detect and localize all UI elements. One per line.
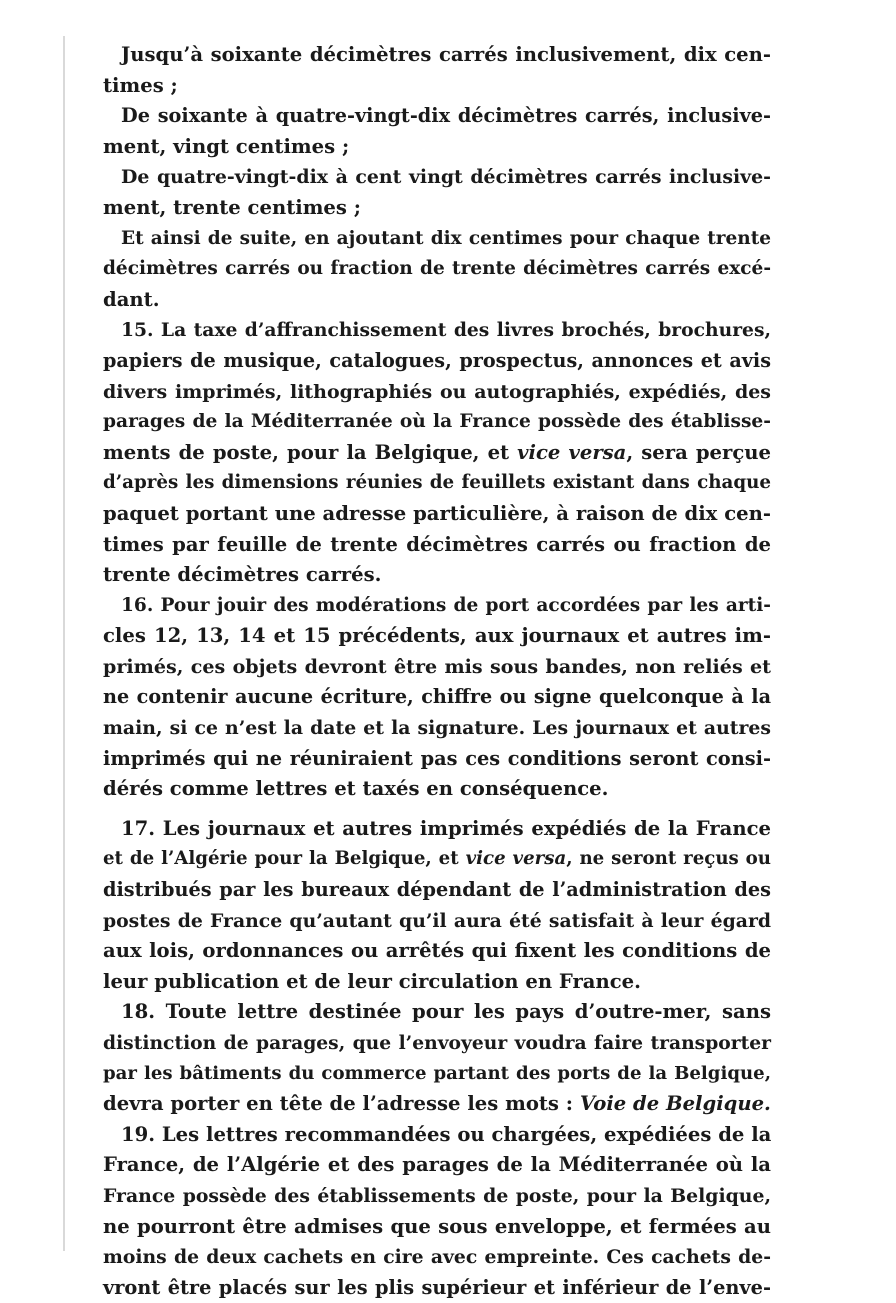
paragraph-rate-120 (103, 162, 771, 223)
text-line: main, si ce n’est la date et la signature. Les journaux et autres (103, 717, 771, 740)
text-line: primés, ces objets devront être mis sous bandes, non reliés et (103, 655, 771, 678)
text-line: ments de poste, pour la Belgique, et vice versa, sera perçue (103, 440, 771, 464)
text-line: leur publication et de leur circulation en France. (103, 969, 641, 993)
text-line: d’après les dimensions réunies de feuillets existant dans chaque (103, 472, 771, 494)
text-line: parages de la Méditerranée où la France possède des établisse- (103, 411, 771, 433)
text-line: times ; (103, 73, 178, 97)
text-line: imprimés qui ne réuniraient pas ces conditions seront consi- (103, 746, 771, 770)
text-line: devra porter en tête de l’adresse les mots : Voie de Belgique. (103, 1092, 771, 1116)
text-line: France, de l’Algérie et des parages de la Méditerranée où la (103, 1153, 771, 1177)
paragraph-rate-90 (103, 101, 771, 162)
text-line: ne contenir aucune écriture, chiffre ou signe quelconque à la (103, 685, 771, 709)
text-line: moins de deux cachets en cire avec empreinte. Ces cachets de- (103, 1246, 771, 1269)
text-line: ment, vingt centimes ; (103, 134, 350, 158)
text-line: times par feuille de trente décimètres carrés ou fraction de (103, 532, 771, 556)
italic-phrase: Voie de Belgique. (579, 1092, 771, 1116)
text-line: distinction de parages, que l’envoyeur voudra faire transporter (103, 1032, 771, 1054)
text-line: De quatre-vingt-dix à cent vingt décimètres carrés inclusive- (121, 166, 771, 189)
text-line: et de l’Algérie pour la Belgique, et vice versa, ne seront reçus ou (103, 848, 771, 870)
article-17 (103, 814, 771, 998)
text-line: De soixante à quatre-vingt-dix décimètres carrés, inclusive- (121, 104, 771, 128)
text-line: postes de France qu’autant qu’il aura été satisfait à leur égard (103, 909, 771, 932)
text-line: divers imprimés, lithographiés ou autographiés, expédiés, des (103, 380, 771, 403)
text-line: ment, trente centimes ; (103, 195, 361, 219)
text-line: dant. (103, 287, 160, 311)
article-19 (103, 1120, 771, 1303)
text-line: trente décimètres carrés. (103, 563, 382, 587)
text-line: cles 12, 13, 14 et 15 précédents, aux journaux et autres im- (103, 624, 771, 648)
text-line: ne pourront être admises que sous enveloppe, et fermées au (103, 1214, 771, 1238)
text-line: 16. Pour jouir des modérations de port accordées par les arti- (121, 594, 771, 616)
text-line: France possède des établissements de poste, pour la Belgique, (103, 1184, 771, 1207)
text-line: 18. Toute lettre destinée pour les pays d’outre-mer, sans (121, 1000, 771, 1024)
text-line: 19. Les lettres recommandées ou chargées, expédiées de la (121, 1122, 772, 1146)
binding-edge (63, 36, 65, 1251)
text-line: par les bâtiments du commerce partant des ports de la Belgique, (103, 1062, 771, 1084)
italic-phrase: vice versa (465, 848, 567, 870)
text-line: papiers de musique, catalogues, prospectus, annonces et avis (103, 348, 771, 372)
article-18 (103, 997, 771, 1119)
text-line: Jusqu’à soixante décimètres carrés inclusivement, dix cen- (121, 43, 771, 66)
paragraph-rate-60 (103, 40, 771, 101)
document-page (103, 40, 771, 1303)
text-line: paquet portant une adresse particulière, à raison de dix cen- (103, 501, 771, 525)
text-line: Et ainsi de suite, en ajoutant dix centimes pour chaque trente (121, 227, 771, 249)
italic-phrase: vice versa (517, 440, 627, 464)
text-line: décimètres carrés ou fraction de trente décimètres carrés excé- (103, 258, 771, 280)
text-line: aux lois, ordonnances ou arrêtés qui fixent les conditions de (103, 939, 771, 963)
text-line: vront être placés sur les plis supérieur et inférieur de l’enve- (103, 1275, 771, 1299)
article-16 (103, 591, 771, 805)
text-line: 17. Les journaux et autres imprimés expédiés de la France (121, 816, 771, 840)
text-line: distribués par les bureaux dépendant de l’administration des (103, 878, 771, 902)
text-line: dérés comme lettres et taxés en conséquence. (103, 777, 609, 801)
text-line: 15. La taxe d’affranchissement des livres brochés, brochures, (121, 319, 771, 342)
article-15 (103, 315, 771, 590)
paragraph-rate-progression (103, 224, 771, 316)
